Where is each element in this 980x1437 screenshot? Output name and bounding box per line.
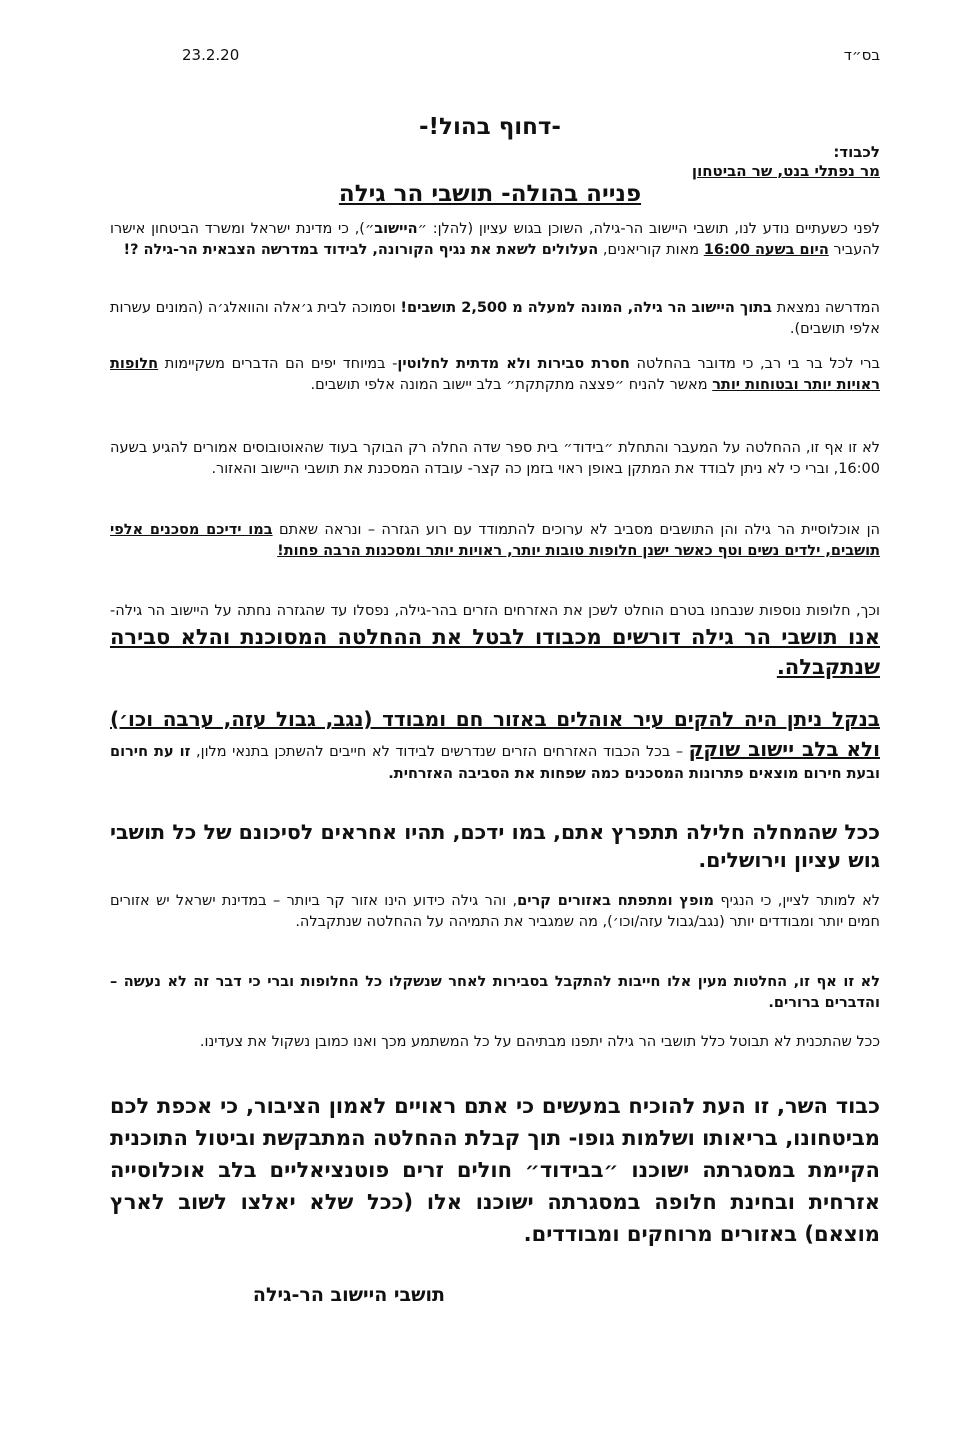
paragraph-10: לא זו אף זו, החלטות מעין אלו חייבות להתקבל בסבירות לאחר שנשקלו כל החלופות וברי כי דבר זה לא נעשה – והדברים ברורים. — [110, 974, 880, 1011]
paragraph-7: בנקל ניתן היה להקים עיר אוהלים באזור חם ומבודד (נגב, גבול עזה, ערבה וכו׳) ולא בלב יישוב שוקק – בכל הכבוד האזרחים הזרים שנדרשים לבידוד לא חייבים להשתכן בתנאי מלון, זו עת חירום ובעת חירום מוצאים פתרונות המסכנים כמה שפחות את הסביבה האזרחית. — [110, 707, 880, 782]
paragraph-6: וכך, חלופות נוספות שנבחנו בטרם הוחלט לשכן את האזרחים הזרים בהר-גילה, נפסלו עד שהגזרה נחתה על היישוב הר גילה- אנו תושבי הר גילה דורשים מכבודו לבטל את ההחלטה המסוכנת והלא סבירה שנתקבלה. — [110, 603, 880, 679]
paragraph-3: ברי לכל בר בי רב, כי מדובר בהחלטה חסרת סבירות ולא מדתית לחלוטין- במיוחד יפים הם הדברים משקיימות חלופות ראויות יותר ובטוחות יותר מאשר להניח ״פצצה מתקתקת״ בלב יישוב המונה אלפי תושבים. — [110, 356, 880, 393]
paragraph-12: כבוד השר, זו העת להוכיח במעשים כי אתם ראויים לאמון הציבור, כי אכפת לכם מביטחונו, בריאותו ושלמות גופו- תוך קבלת ההחלטה המתבקשת וביטול התוכנית הקיימת במסגרתה ישוכנו ״בבידוד״ חולים זרים פוטנציאליים בלב אוכלוסייה אזרחית ובחינת חלופה במסגרתה ישוכנו אלו (ככל שלא יאלצו לשוב לארץ מוצאם) באזורים מרוחקים ומבודדים. — [110, 1094, 880, 1246]
salutation-to: לכבוד: — [833, 143, 880, 161]
bsd-header: בס״ד — [843, 46, 880, 64]
urgent-heading: -דחוף בהול!- — [419, 114, 561, 140]
signature: תושבי היישוב הר-גילה — [252, 1284, 445, 1306]
paragraph-5: הן אוכלוסיית הר גילה והן התושבים מסביב לא ערוכים להתמודד עם רוע הגזרה – ונראה שאתם במו ידיכם מסכנים אלפי תושבים, ילדים נשים וטף כאשר ישנן חלופות טובות יותר, ראויות יותר ומסכנות הרבה פחות! — [110, 522, 880, 559]
paragraph-11: ככל שהתכנית לא תבוטל כלל תושבי הר גילה יתפנו מבתיהם על כל המשתמע מכך ואנו כמובן נשקול את צעדינו. — [199, 1034, 880, 1050]
paragraph-8: ככל שהמחלה חלילה תתפרץ אתם, במו ידכם, תהיו אחראים לסיכונם של כל תושבי גוש עציון וירושלים. — [110, 820, 880, 872]
paragraph-4: לא זו אף זו, ההחלטה על המעבר והתחלת ״בידוד״ בית ספר שדה החלה רק הבוקר בעוד שהאוטובוסים אמורים להגיע בשעה 16:00, וברי כי לא ניתן לבודד את המתקן באופן ראוי בזמן כה קצר- עובדה המסכנת את תושבי היישוב והאזור. — [110, 440, 880, 477]
paragraph-1: לפני כשעתיים נודע לנו, תושבי היישוב הר-גילה, השוכן בגוש עציון (להלן: ״היישוב״), כי מדינת ישראל ומשרד הביטחון אישרו להעביר היום בשעה 16:00 מאות קוריאנים, העלולים לשאת את נגיף הקורונה, לבידוד במדרשה הצבאית הר-גילה ?! — [110, 221, 880, 258]
recipient: מר נפתלי בנט, שר הביטחון — [691, 162, 880, 180]
paragraph-9: לא למותר לציין, כי הנגיף מופץ ומתפתח באזורים קרים, והר גילה כידוע הינו אזור קר ביותר – במדינת ישראל יש אזורים חמים יותר ומבודדים יותר (נגב/גבול עזה/וכו׳), מה שמגביר את התמיהה על ההחלטה שנתקבלה. — [110, 893, 881, 930]
letter-title: פנייה בהולה- תושבי הר גילה — [338, 181, 642, 207]
paragraph-2: המדרשה נמצאת בתוך היישוב הר גילה, המונה למעלה מ 2,500 תושבים! וסמוכה לבית ג׳אלה והוואלג׳ה (המונים עשרות אלפי תושבים). — [110, 300, 880, 337]
date: 23.2.20 — [182, 46, 240, 64]
